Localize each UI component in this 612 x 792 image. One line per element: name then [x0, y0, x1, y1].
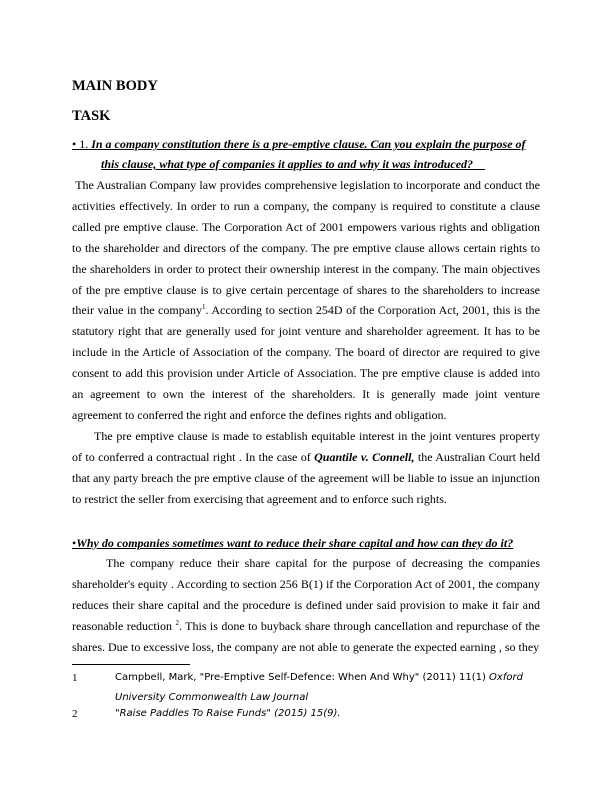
- bullet: •: [72, 137, 77, 151]
- paragraph-1-text-b: . According to section 254D of the Corporation Act, 2001, this is the statutory right that are generally used for joint venture and shareholder agreement. It has to be include in the Article of Association of the company. The board of director are required to give consent to add this provision under Article of Association. The pre emptive clause is added into an agreement to own the interest of the shareholders. It is generally made joint venture agreement to conferred the right and enforce the defines rights and obligation.: [72, 303, 540, 422]
- heading-task: TASK: [72, 108, 111, 124]
- bullet: •: [72, 536, 77, 550]
- footnote-1: [72, 668, 542, 708]
- footnote-text: Campbell, Mark, "Pre-Emptive Self-Defence: When And Why" (2011) 11(1): [115, 672, 490, 683]
- paragraph-3-text-b: . This is done to buyback share through cancellation and repurchase of the shares. Due to excessive loss, the company are not able to generate the expected earning , so they: [72, 618, 541, 654]
- question-2-text: Why do companies sometimes want to reduce their share capital and how can they do it?: [76, 536, 514, 550]
- paragraph-1: [72, 175, 540, 426]
- question-1-line-2: this clause, what type of companies it applies to and why it was introduced?: [101, 157, 474, 171]
- footnote-italic: Oxford University Commonwealth Law Journal: [115, 672, 523, 703]
- heading-main-body: MAIN BODY: [72, 78, 158, 94]
- footnote-separator: [72, 664, 190, 665]
- footnote-ref-2: 2: [175, 618, 179, 627]
- question-2: [72, 536, 513, 551]
- paragraph-2-text-b: the Australian Court held that any party breach the pre emptive clause of the agreement will be liable to issue an injunction to restrict the seller from exercising that agreement and to enforce such rights.: [72, 449, 541, 506]
- footnote-italic: "Raise Paddles To Raise Funds" (2015) 15(9).: [115, 708, 341, 719]
- question-1: [72, 137, 526, 152]
- question-1-line-1: In a company constitution there is a pre-emptive clause. Can you explain the purpose of: [91, 137, 526, 151]
- body-text-2: [72, 553, 540, 658]
- body-text: [72, 175, 540, 510]
- paragraph-1-text-a: The Australian Company law provides comprehensive legislation to incorporate and conduct the activities effectively. In order to run a company, the company is required to constitute a clause called pre emptive clause. The Corporation Act of 2001 empowers various rights and obligation to the shareholder and directors of the company. The pre emptive clause allows certain rights to the shareholders in order to protect their ownership interest in the company. The main objectives of the pre emptive clause is to give certain percentage of shares to the shareholders to increase their value in the company: [72, 178, 541, 318]
- question-1-continued: [101, 157, 485, 172]
- footnote-2: [72, 704, 542, 724]
- paragraph-2: [72, 426, 540, 510]
- footnote-number: 2: [72, 708, 78, 720]
- paragraph-3-text-a: The company reduce their share capital for the purpose of decreasing the companies shareholder's equity . According to section 256 B(1) if the Corporation Act of 2001, the company reduces their share capital and the procedure is defined under said provision to make it fair and reasonable reduction: [72, 556, 540, 633]
- question-number: 1.: [79, 137, 89, 151]
- paragraph-3: [72, 553, 540, 658]
- footnote-ref-1: 1: [202, 303, 206, 312]
- case-name: Quantile v. Connell,: [314, 449, 415, 464]
- footnote-number: 1: [72, 672, 78, 684]
- paragraph-2-text-a: The pre emptive clause is made to establish equitable interest in the joint ventures property of to conferred a contractual right . In the case of: [72, 428, 540, 464]
